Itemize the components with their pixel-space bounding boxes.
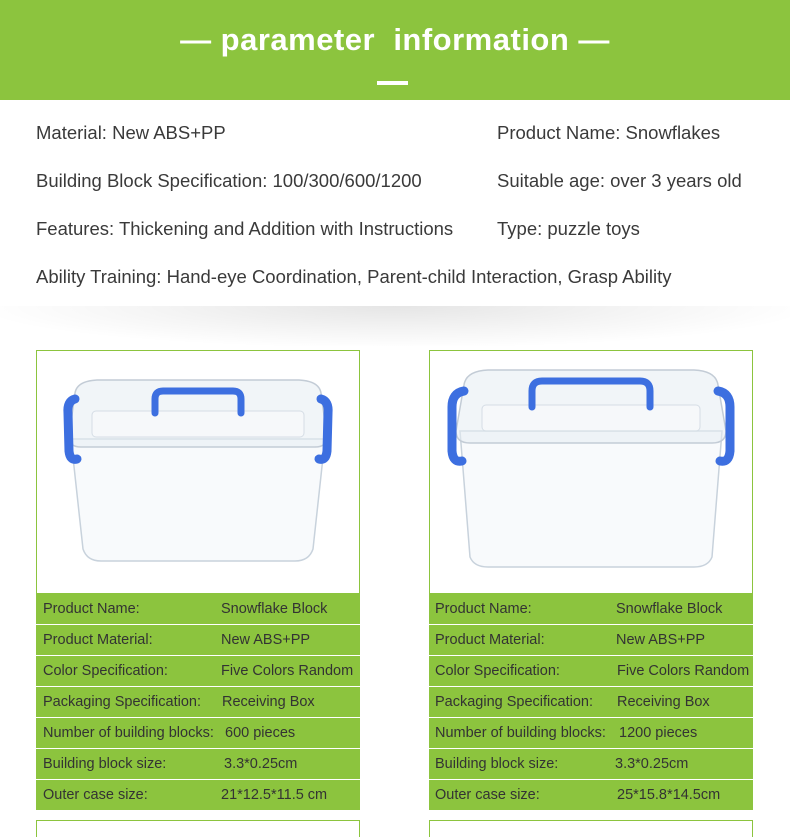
spec-value: 21*12.5*11.5 cm [221, 787, 328, 803]
spec-row [429, 594, 753, 625]
spec-value: 3.3*0.25cm [224, 756, 298, 772]
info-product-name: Product Name: Snowflakes [497, 122, 721, 143]
spec-row [429, 780, 753, 811]
product-image [36, 350, 360, 594]
spec-row [429, 687, 753, 718]
storage-box-image [430, 351, 752, 593]
spec-key: Packaging Specification: [435, 694, 593, 710]
header-banner [0, 0, 790, 100]
spec-key: Product Name: [435, 601, 532, 617]
spec-key: Number of building blocks: [435, 725, 606, 741]
spec-key: Product Material: [43, 632, 153, 648]
product-card-1200 [429, 350, 753, 811]
spec-row [36, 625, 360, 656]
product-card-600 [36, 350, 360, 811]
spec-row [36, 780, 360, 811]
spec-value: 25*15.8*14.5cm [617, 787, 721, 803]
info-age: Suitable age: over 3 years old [497, 170, 742, 191]
info-material: Material: New ABS+PP [36, 122, 226, 143]
spec-key: Number of building blocks: [43, 725, 214, 741]
spec-value: Five Colors Random [617, 663, 750, 679]
next-card-frame [429, 820, 753, 837]
spec-key: Outer case size: [435, 787, 540, 803]
spec-value: Receiving Box [617, 694, 710, 710]
spec-row [429, 656, 753, 687]
product-image [429, 350, 753, 594]
info-shadow [0, 306, 790, 346]
spec-key: Building block size: [435, 756, 559, 772]
spec-row [36, 656, 360, 687]
next-card-frame [36, 820, 360, 837]
spec-value: Receiving Box [222, 694, 315, 710]
spec-key: Color Specification: [43, 663, 168, 679]
spec-row [36, 687, 360, 718]
spec-key: Color Specification: [435, 663, 560, 679]
spec-row [429, 749, 753, 780]
spec-table [429, 594, 753, 811]
spec-row [429, 718, 753, 749]
spec-row [36, 718, 360, 749]
info-spec: Building Block Specification: 100/300/600/1200 [36, 170, 422, 191]
spec-key: Product Material: [435, 632, 545, 648]
spec-key: Packaging Specification: [43, 694, 201, 710]
info-type: Type: puzzle toys [497, 218, 640, 239]
spec-row [36, 594, 360, 625]
page-title: — parameter information — [180, 22, 610, 57]
storage-box-image [37, 351, 359, 593]
spec-key: Product Name: [43, 601, 140, 617]
spec-value: 600 pieces [225, 725, 296, 741]
title-underline [377, 81, 408, 85]
spec-row [429, 625, 753, 656]
spec-value: Snowflake Block [616, 601, 723, 617]
spec-value: 1200 pieces [619, 725, 698, 741]
spec-value: New ABS+PP [221, 632, 311, 648]
spec-row [36, 749, 360, 780]
spec-value: Snowflake Block [221, 601, 328, 617]
info-ability: Ability Training: Hand-eye Coordination, Parent-child Interaction, Grasp Ability [36, 266, 672, 287]
spec-value: 3.3*0.25cm [615, 756, 689, 772]
spec-value: New ABS+PP [616, 632, 706, 648]
spec-key: Building block size: [43, 756, 167, 772]
spec-table [36, 594, 360, 811]
info-features: Features: Thickening and Addition with Instructions [36, 218, 454, 239]
spec-key: Outer case size: [43, 787, 148, 803]
spec-value: Five Colors Random [221, 663, 354, 679]
